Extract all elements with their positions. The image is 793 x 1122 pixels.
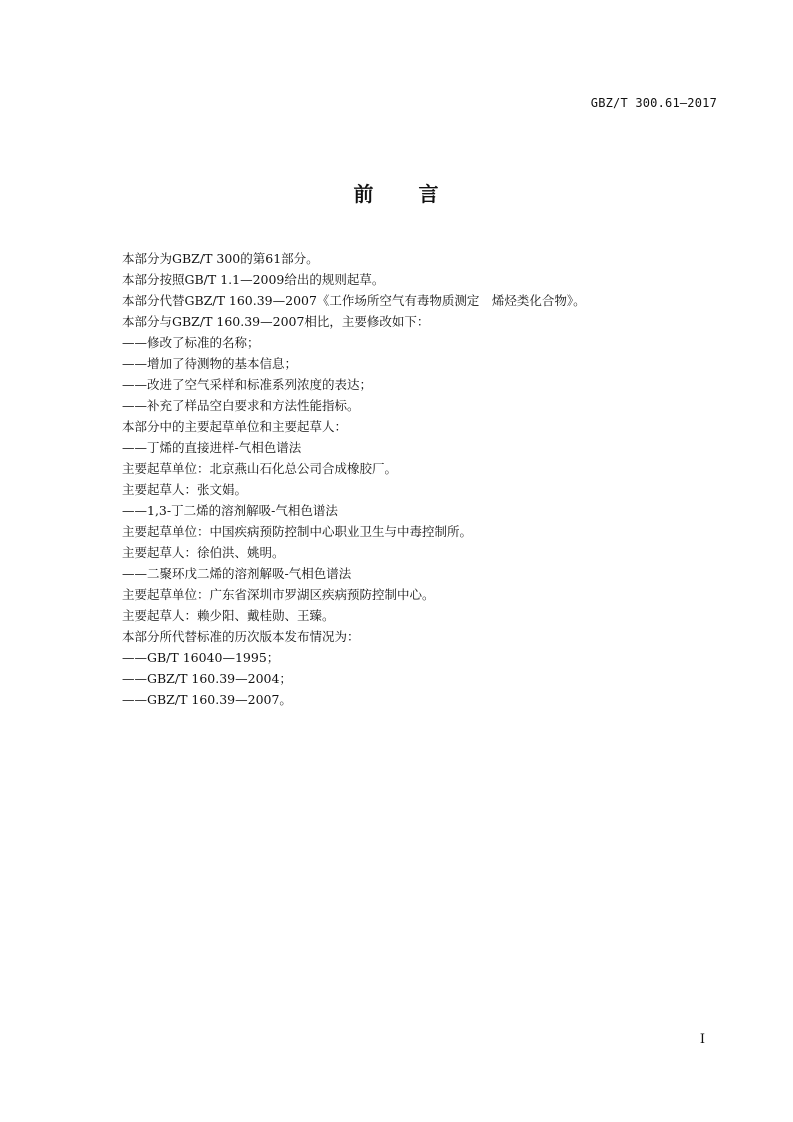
list-item: ——补充了样品空白要求和方法性能指标。 [122, 398, 360, 413]
text-line: 主要起草人：徐伯洪、姚明。 [122, 545, 285, 560]
list-item: ——GBZ/T 160.39—2004； [122, 671, 292, 686]
document-code: GBZ/T 300.61—2017 [590, 96, 717, 110]
list-item: ——修改了标准的名称； [122, 335, 260, 350]
page-title-part-2: 言 [418, 182, 440, 206]
text-line: 本部分按照GB/T 1.1—2009给出的规则起草。 [122, 272, 385, 287]
list-item: ——GB/T 16040—1995； [122, 650, 280, 665]
list-item: ——增加了待测物的基本信息； [122, 356, 298, 371]
text-line: 本部分代替GBZ/T 160.39—2007《工作场所空气有毒物质测定 烯烃类化合物》。 [122, 293, 586, 308]
list-item: ——GBZ/T 160.39—2007。 [122, 692, 292, 707]
list-item: ——丁烯的直接进样-气相色谱法 [122, 440, 302, 455]
text-line: 本部分为GBZ/T 300的第61部分。 [122, 251, 319, 266]
text-line: 本部分中的主要起草单位和主要起草人： [122, 419, 348, 434]
text-line: 本部分所代替标准的历次版本发布情况为： [122, 629, 360, 644]
text-line: 本部分与GBZ/T 160.39—2007相比，主要修改如下： [122, 314, 430, 329]
text-line: 主要起草人：张文娟。 [122, 482, 248, 497]
text-line: 主要起草单位：北京燕山石化总公司合成橡胶厂。 [122, 461, 398, 476]
text-line: 主要起草人：赖少阳、戴桂勋、王臻。 [122, 608, 335, 623]
list-item: ——1,3-丁二烯的溶剂解吸-气相色谱法 [122, 503, 338, 518]
text-line: 主要起草单位：广东省深圳市罗湖区疾病预防控制中心。 [122, 587, 435, 602]
page-number: I [699, 1032, 705, 1047]
list-item: ——二聚环戊二烯的溶剂解吸-气相色谱法 [122, 566, 352, 581]
page-title [0, 178, 793, 207]
list-item: ——改进了空气采样和标准系列浓度的表达； [122, 377, 373, 392]
page-title-part-1: 前 [353, 182, 375, 206]
foreword-body [122, 248, 682, 710]
text-line: 主要起草单位：中国疾病预防控制中心职业卫生与中毒控制所。 [122, 524, 473, 539]
